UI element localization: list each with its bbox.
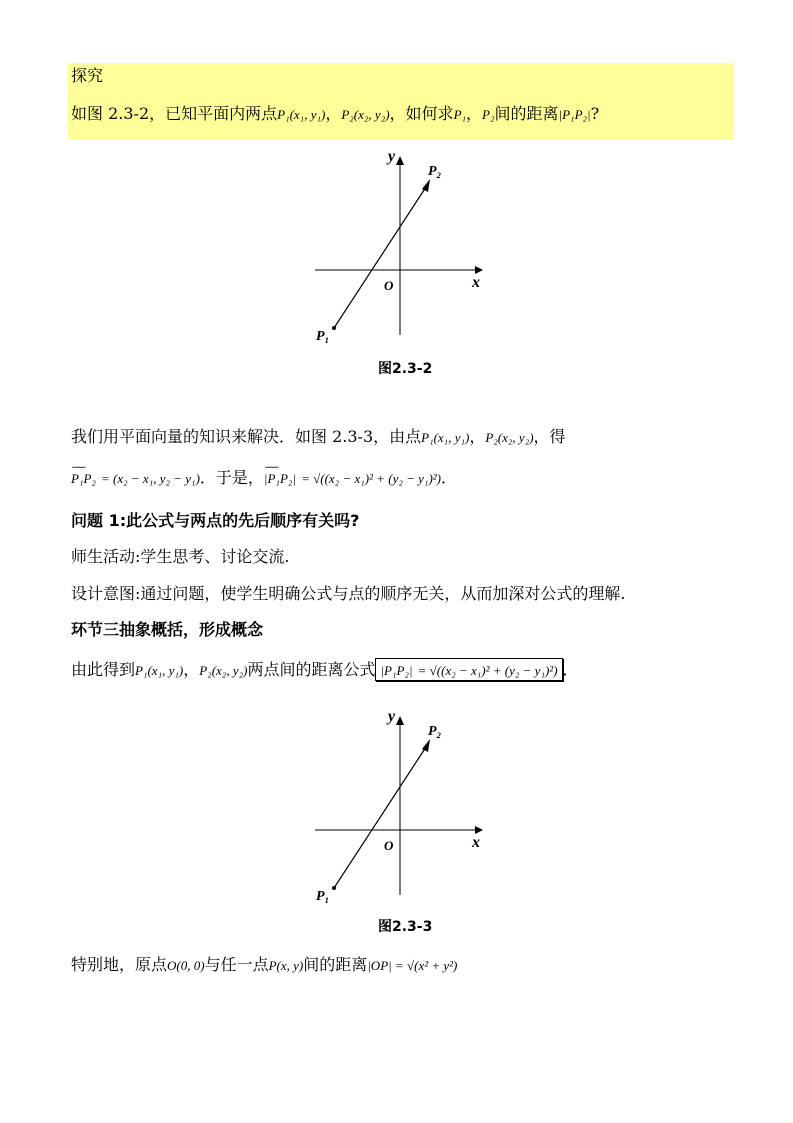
derive-mid: 两点间的距离公式 — [247, 660, 376, 679]
highlight-box — [68, 63, 733, 140]
figure-2-graph — [300, 705, 500, 910]
x-axis-arrow — [475, 826, 483, 834]
boxed-rhs: = √((x₂ − x₁)² + (y₂ − y₁)²) — [417, 663, 558, 678]
derive-p1: P₁(x₁, y₁) — [135, 663, 184, 678]
origin-label: O — [384, 278, 394, 293]
segment-p1p2 — [334, 187, 426, 328]
design-line: 设计意图:通过问题，使学生明确公式与点的顺序无关，从而加深对公式的理解. — [71, 584, 626, 603]
y-axis-arrow — [396, 156, 404, 165]
p1-label: P₁ — [316, 329, 330, 344]
question-p2: P₂ — [482, 107, 495, 122]
question-end: 间的距离 — [494, 104, 559, 123]
figure-1-graph — [300, 145, 500, 350]
boxed-formula — [375, 658, 562, 681]
method-p1: P₁(x₁, y₁) — [421, 430, 470, 445]
question-mid: ，如何求 — [389, 104, 454, 123]
question-abs: |P₁P₂| — [558, 107, 591, 122]
p2-coord: P₂(x₂, y₂) — [341, 107, 390, 122]
x-label: x — [472, 834, 480, 851]
op-formula: |OP| = √(x² + y²) — [367, 958, 458, 973]
question-mark: ? — [590, 104, 600, 123]
segment-p1p2 — [334, 747, 426, 888]
derive-text: 由此得到 — [71, 660, 136, 679]
segment-arrow — [422, 739, 430, 752]
point-p1 — [332, 886, 336, 890]
period-2: ． — [562, 660, 579, 679]
method-line: 我们用平面向量的知识来解决．如图 2.3-3，由点P₁(x₁, y₁)，P₂(x₂, y₂)，得 — [71, 427, 566, 446]
section-3-heading: 环节三抽象概括，形成概念 — [71, 620, 264, 639]
then-text: ．于是， — [199, 468, 264, 487]
origin-label: O — [384, 838, 394, 853]
y-axis-arrow — [396, 716, 404, 725]
figure-2-caption: 图2.3-3 — [378, 919, 433, 935]
derive-line: 由此得到P₁(x₁, y₁)，P₂(x₂, y₂)两点间的距离公式 |P₁P₂| = √((x₂ − x₁)² + (y₂ − y₁)²) ． — [71, 660, 579, 679]
special-text: 特别地，原点 — [71, 955, 168, 974]
special-mid: 与任一点 — [204, 955, 269, 974]
period-1: ． — [441, 468, 458, 487]
point-p1 — [332, 326, 336, 330]
origin-point: O(0, 0) — [167, 958, 205, 973]
special-line — [71, 955, 457, 976]
point-p: P(x, y) — [268, 958, 304, 973]
x-label: x — [472, 274, 480, 291]
problem-1: 问题 1:此公式与两点的先后顺序有关吗? — [71, 511, 360, 530]
section-header: 探究 — [71, 66, 104, 85]
p2-label: P₂ — [428, 164, 442, 179]
vector-lhs: ⌣⌣⌣⌣ P₁P₂ — [71, 469, 96, 489]
dist-rhs: = √((x₂ − x₁)² + (y₂ − y₁)²) — [301, 471, 441, 486]
p1-coord: P₁(x₁, y₁) — [277, 107, 326, 122]
derive-p2: P₂(x₂, y₂) — [199, 663, 248, 678]
special-end: 间的距离 — [303, 955, 368, 974]
question-intro: 如图 2.3-2，已知平面内两点 — [71, 104, 278, 123]
y-label: y — [388, 708, 396, 725]
vector-line — [71, 468, 457, 489]
figure-1-caption: 图2.3-2 — [378, 361, 433, 377]
method-p2: P₂(x₂, y₂) — [485, 430, 534, 445]
method-get: ，得 — [533, 427, 566, 446]
segment-arrow — [422, 179, 430, 192]
x-axis-arrow — [475, 266, 483, 274]
p2-label: P₂ — [428, 724, 442, 739]
p1-label: P₁ — [316, 889, 330, 904]
dist-lhs: ⌣⌣⌣⌣ |P₁P₂| — [264, 469, 296, 489]
method-text: 我们用平面向量的知识来解决．如图 2.3-3，由点 — [71, 427, 422, 446]
y-label: y — [388, 148, 396, 165]
question-p1: P₁ — [453, 107, 467, 122]
vector-rhs: = (x₂ − x₁, y₂ − y₁) — [101, 471, 200, 486]
activity-line: 师生活动:学生思考、讨论交流. — [71, 547, 290, 566]
boxed-lhs: |P₁P₂| — [380, 663, 413, 678]
question-line: 如图 2.3-2，已知平面内两点P₁(x₁, y₁)，P₂(x₂, y₂)，如何求P₁，P₂间的距离|P₁P₂|? — [71, 104, 600, 123]
